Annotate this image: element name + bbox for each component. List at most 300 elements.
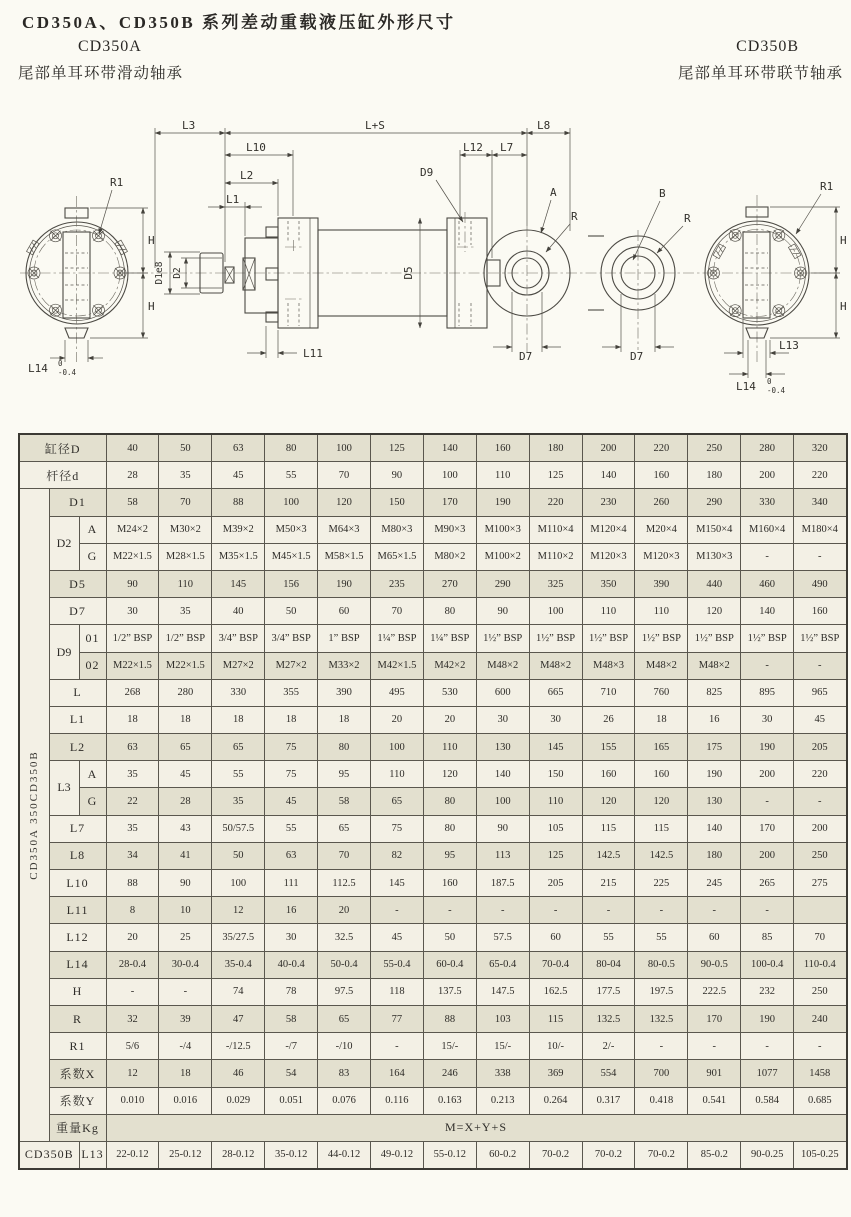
table-cell: 40	[106, 434, 159, 462]
table-cell: M58×1.5	[318, 543, 371, 570]
table-cell: 20	[423, 706, 476, 733]
table-cell: 156	[265, 570, 318, 597]
table-cell: 90	[106, 570, 159, 597]
table-cell: -	[159, 978, 212, 1005]
table-cell: 30	[106, 598, 159, 625]
table-cell: 105	[529, 815, 582, 842]
table-cell: -	[794, 543, 847, 570]
table-cell: 460	[741, 570, 794, 597]
table-cell: 50-0.4	[318, 951, 371, 978]
table-cell: 103	[476, 1005, 529, 1032]
table-cell: 350	[582, 570, 635, 597]
table-cell: 200	[741, 842, 794, 869]
row-label: R1	[49, 1033, 106, 1060]
dim-label-l8: L8	[537, 119, 551, 132]
table-cell: M48×2	[476, 652, 529, 679]
table-cell: -	[476, 897, 529, 924]
table-cell: 82	[370, 842, 423, 869]
table-cell: 1½” BSP	[794, 625, 847, 652]
table-cell: 65	[159, 734, 212, 761]
tolerance-lower: -0.4	[767, 386, 786, 395]
row-label: G	[79, 543, 106, 570]
table-cell: 100	[265, 489, 318, 516]
dim-label-d9: D9	[420, 166, 434, 179]
row-group-label: D9	[49, 625, 79, 679]
table-cell: 105-0.25	[794, 1141, 847, 1169]
table-cell: 45	[212, 462, 265, 489]
table-cell: 246	[423, 1060, 476, 1087]
table-cell: 554	[582, 1060, 635, 1087]
table-cell: 325	[529, 570, 582, 597]
table-cell: 41	[159, 842, 212, 869]
table-cell: 70-0.2	[529, 1141, 582, 1169]
dim-label-d7: D7	[630, 350, 644, 363]
table-cell: 12	[212, 897, 265, 924]
table-row	[19, 1141, 847, 1169]
row-label: L13	[79, 1141, 106, 1169]
table-cell: 10	[159, 897, 212, 924]
table-cell: 1½” BSP	[741, 625, 794, 652]
table-cell: 275	[794, 870, 847, 897]
table-cell: 200	[582, 434, 635, 462]
table-cell: 250	[688, 434, 741, 462]
dim-label-l12: L12	[463, 141, 483, 154]
table-cell: 137.5	[423, 978, 476, 1005]
row-label: A	[79, 516, 106, 543]
table-row	[19, 570, 847, 597]
table-cell: 1½” BSP	[688, 625, 741, 652]
table-cell: 57.5	[476, 924, 529, 951]
table-cell: 88	[212, 489, 265, 516]
table-cell: -	[688, 897, 741, 924]
row-label: 02	[79, 652, 106, 679]
table-cell: M39×2	[212, 516, 265, 543]
table-row	[19, 788, 847, 815]
row-label: D5	[49, 570, 106, 597]
table-cell: 65	[318, 1005, 371, 1032]
table-cell: 160	[794, 598, 847, 625]
table-cell: 1/2” BSP	[106, 625, 159, 652]
table-cell: 130	[688, 788, 741, 815]
dim-label-l-plus-s: L+S	[365, 119, 385, 132]
technical-drawing	[0, 100, 851, 405]
right-model-label: CD350B	[736, 38, 799, 55]
table-cell: 95	[318, 761, 371, 788]
table-cell: 197.5	[635, 978, 688, 1005]
table-cell: 115	[529, 1005, 582, 1032]
table-row	[19, 924, 847, 951]
table-cell: 60	[688, 924, 741, 951]
dim-label-l7: L7	[500, 141, 514, 154]
table-cell: 45	[265, 788, 318, 815]
table-cell: 83	[318, 1060, 371, 1087]
table-cell: 0.685	[794, 1087, 847, 1114]
row-label: D1	[49, 489, 106, 516]
table-cell: 40-0.4	[265, 951, 318, 978]
table-cell: 18	[265, 706, 318, 733]
table-cell: 164	[370, 1060, 423, 1087]
table-cell: 18	[159, 1060, 212, 1087]
table-cell: 205	[794, 734, 847, 761]
table-cell: 160	[635, 761, 688, 788]
table-cell: 220	[794, 761, 847, 788]
table-cell: 760	[635, 679, 688, 706]
table-cell: 80	[423, 788, 476, 815]
table-cell: 63	[212, 434, 265, 462]
table-cell: 160	[476, 434, 529, 462]
table-cell: 0.029	[212, 1087, 265, 1114]
table-cell: 175	[688, 734, 741, 761]
table-cell: M100×2	[476, 543, 529, 570]
table-cell: -	[423, 897, 476, 924]
table-cell: M64×3	[318, 516, 371, 543]
table-cell: 22-0.12	[106, 1141, 159, 1169]
table-cell: 50/57.5	[212, 815, 265, 842]
table-cell: 600	[476, 679, 529, 706]
table-cell: 147.5	[476, 978, 529, 1005]
table-cell: M28×1.5	[159, 543, 212, 570]
table-cell: -/10	[318, 1033, 371, 1060]
table-cell: 140	[741, 598, 794, 625]
table-row	[19, 598, 847, 625]
table-cell: 190	[741, 1005, 794, 1032]
table-cell: 110	[476, 462, 529, 489]
table-cell: 125	[529, 842, 582, 869]
dim-label-b: B	[659, 187, 666, 200]
table-row	[19, 1087, 847, 1114]
table-cell: 32.5	[318, 924, 371, 951]
table-cell: 85	[741, 924, 794, 951]
table-cell: 65	[212, 734, 265, 761]
table-row	[19, 734, 847, 761]
table-cell: 230	[582, 489, 635, 516]
table-cell: 110	[423, 734, 476, 761]
row-label: CD350B	[19, 1141, 79, 1169]
top-dimensions	[155, 119, 570, 268]
table-cell: 60	[529, 924, 582, 951]
table-cell: 16	[688, 706, 741, 733]
table-cell: M22×1.5	[106, 543, 159, 570]
table-cell: 180	[688, 462, 741, 489]
table-cell: M110×2	[529, 543, 582, 570]
table-cell: 0.541	[688, 1087, 741, 1114]
table-cell: 110	[370, 761, 423, 788]
table-cell: 495	[370, 679, 423, 706]
table-cell: 440	[688, 570, 741, 597]
table-cell: 44-0.12	[318, 1141, 371, 1169]
dim-label-h: H	[840, 234, 847, 247]
table-cell: 290	[688, 489, 741, 516]
table-cell: 232	[741, 978, 794, 1005]
table-cell: 97.5	[318, 978, 371, 1005]
table-cell: 280	[741, 434, 794, 462]
table-cell: 20	[106, 924, 159, 951]
table-cell: 55	[212, 761, 265, 788]
dim-label-l11: L11	[303, 347, 323, 360]
table-cell: 120	[423, 761, 476, 788]
table-cell: 58	[106, 489, 159, 516]
table-cell: 145	[212, 570, 265, 597]
table-cell: 100	[370, 734, 423, 761]
table-cell: 54	[265, 1060, 318, 1087]
row-label: 系数Y	[49, 1087, 106, 1114]
table-cell: 140	[582, 462, 635, 489]
table-cell: 80-0.5	[635, 951, 688, 978]
table-cell: 60	[318, 598, 371, 625]
table-cell: 112.5	[318, 870, 371, 897]
table-cell: 160	[582, 761, 635, 788]
table-cell: 268	[106, 679, 159, 706]
table-cell: 55	[582, 924, 635, 951]
table-cell: -	[794, 1033, 847, 1060]
row-label: L1	[49, 706, 106, 733]
table-cell: 25	[159, 924, 212, 951]
row-label: G	[79, 788, 106, 815]
table-cell: -/4	[159, 1033, 212, 1060]
table-cell: 100-0.4	[741, 951, 794, 978]
table-cell: 825	[688, 679, 741, 706]
table-cell: 90-0.5	[688, 951, 741, 978]
table-cell: 177.5	[582, 978, 635, 1005]
table-cell: 895	[741, 679, 794, 706]
row-label: 重量Kg	[49, 1114, 106, 1141]
table-row	[19, 815, 847, 842]
table-row	[19, 897, 847, 924]
table-cell: 142.5	[582, 842, 635, 869]
table-cell: -	[741, 543, 794, 570]
row-label: L10	[49, 870, 106, 897]
table-cell: -	[741, 897, 794, 924]
table-row	[19, 842, 847, 869]
table-cell: 70-0.2	[582, 1141, 635, 1169]
table-cell: 120	[688, 598, 741, 625]
table-cell: M42×2	[423, 652, 476, 679]
table-cell: M48×2	[688, 652, 741, 679]
table-cell: 190	[741, 734, 794, 761]
row-label: L7	[49, 815, 106, 842]
table-cell: 140	[688, 815, 741, 842]
table-cell: 35-0.12	[265, 1141, 318, 1169]
table-cell: 165	[635, 734, 688, 761]
table-cell: 0.116	[370, 1087, 423, 1114]
dim-label-l1: L1	[226, 193, 240, 206]
table-cell: 160	[635, 462, 688, 489]
table-cell: 88	[423, 1005, 476, 1032]
table-cell: 65	[318, 815, 371, 842]
table-cell: -	[370, 1033, 423, 1060]
table-cell: 320	[794, 434, 847, 462]
table-cell: 100	[318, 434, 371, 462]
table-cell: M35×1.5	[212, 543, 265, 570]
series-vertical-label	[19, 489, 49, 1142]
table-cell: 140	[423, 434, 476, 462]
table-cell: 18	[159, 706, 212, 733]
table-cell: 75	[370, 815, 423, 842]
dim-label-a: A	[550, 186, 557, 199]
table-cell: 190	[688, 761, 741, 788]
table-cell: 18	[635, 706, 688, 733]
table-cell: 338	[476, 1060, 529, 1087]
table-cell: 88	[106, 870, 159, 897]
table-cell: 30	[741, 706, 794, 733]
table-cell: 65-0.4	[476, 951, 529, 978]
table-cell: M90×3	[423, 516, 476, 543]
table-cell: M110×4	[529, 516, 582, 543]
table-cell: 35-0.4	[212, 951, 265, 978]
dim-label-l13: L13	[779, 339, 799, 352]
table-cell: M42×1.5	[370, 652, 423, 679]
table-cell: 390	[635, 570, 688, 597]
table-cell: 85-0.2	[688, 1141, 741, 1169]
table-cell: 58	[265, 1005, 318, 1032]
table-cell: 50	[265, 598, 318, 625]
table-cell: 1½” BSP	[635, 625, 688, 652]
dim-label-r: R	[684, 212, 691, 225]
dim-label-d5: D5	[402, 266, 415, 280]
table-cell: 1458	[794, 1060, 847, 1087]
table-cell: 30	[476, 706, 529, 733]
table-cell: 80	[265, 434, 318, 462]
table-row	[19, 489, 847, 516]
table-cell: 70	[159, 489, 212, 516]
table-cell: 270	[423, 570, 476, 597]
table-cell: 78	[265, 978, 318, 1005]
table-cell: 35	[212, 788, 265, 815]
table-row	[19, 1033, 847, 1060]
table-cell: 90	[159, 870, 212, 897]
table-cell: 77	[370, 1005, 423, 1032]
table-cell: 0.051	[265, 1087, 318, 1114]
table-cell: 235	[370, 570, 423, 597]
table-cell: 15/-	[476, 1033, 529, 1060]
table-cell: 222.5	[688, 978, 741, 1005]
table-cell: 265	[741, 870, 794, 897]
table-cell: 215	[582, 870, 635, 897]
table-cell: 0.010	[106, 1087, 159, 1114]
table-cell: 10/-	[529, 1033, 582, 1060]
row-label: D7	[49, 598, 106, 625]
right-model-description: 尾部单耳环带联节轴承	[677, 65, 843, 82]
table-cell: 20	[318, 897, 371, 924]
table-cell: 0.163	[423, 1087, 476, 1114]
row-label: L12	[49, 924, 106, 951]
dim-label-d2: D2	[172, 267, 183, 279]
table-cell: 0.076	[318, 1087, 371, 1114]
table-cell: 28	[159, 788, 212, 815]
left-flange-view	[26, 176, 155, 377]
table-cell: 18	[106, 706, 159, 733]
table-cell: M180×4	[794, 516, 847, 543]
table-row	[19, 1005, 847, 1032]
table-cell: 490	[794, 570, 847, 597]
table-cell: 170	[423, 489, 476, 516]
table-cell: 25-0.12	[159, 1141, 212, 1169]
table-cell: 110	[635, 598, 688, 625]
table-cell: M20×4	[635, 516, 688, 543]
table-cell: 390	[318, 679, 371, 706]
table-cell: 120	[318, 489, 371, 516]
table-cell: 220	[529, 489, 582, 516]
table-cell: M48×2	[529, 652, 582, 679]
table-cell: 200	[741, 761, 794, 788]
table-cell: 700	[635, 1060, 688, 1087]
table-cell: 1¼” BSP	[370, 625, 423, 652]
right-flange-view	[705, 180, 847, 395]
pin-eye-view	[588, 187, 691, 363]
table-cell: 70	[794, 924, 847, 951]
table-cell	[794, 897, 847, 924]
table-row	[19, 978, 847, 1005]
dim-label-l14: L14	[28, 362, 48, 375]
table-cell: 12	[106, 1060, 159, 1087]
table-cell: 1½” BSP	[476, 625, 529, 652]
table-cell: 1077	[741, 1060, 794, 1087]
table-cell: 1¼” BSP	[423, 625, 476, 652]
table-cell: 80	[423, 815, 476, 842]
table-cell: 63	[265, 842, 318, 869]
row-label: R	[49, 1005, 106, 1032]
table-cell: 1½” BSP	[529, 625, 582, 652]
table-cell: 80-04	[582, 951, 635, 978]
table-cell: 0.016	[159, 1087, 212, 1114]
table-cell: 35	[106, 815, 159, 842]
table-cell: 45	[794, 706, 847, 733]
table-cell: 45	[370, 924, 423, 951]
table-cell: 90	[476, 815, 529, 842]
table-cell: 90	[476, 598, 529, 625]
tolerance-upper: 0	[767, 377, 772, 386]
table-cell: 115	[635, 815, 688, 842]
table-cell: 290	[476, 570, 529, 597]
left-model-description: 尾部单耳环带滑动轴承	[18, 65, 184, 82]
tolerance-lower: -0.4	[58, 368, 77, 377]
table-cell: 58	[318, 788, 371, 815]
table-cell: 55	[635, 924, 688, 951]
table-cell: -	[106, 978, 159, 1005]
table-cell: 170	[741, 815, 794, 842]
table-cell: M27×2	[265, 652, 318, 679]
table-cell: 35/27.5	[212, 924, 265, 951]
table-cell: 3/4” BSP	[265, 625, 318, 652]
table-cell: 28-0.12	[212, 1141, 265, 1169]
table-cell: 26	[582, 706, 635, 733]
table-cell: 70	[318, 842, 371, 869]
table-cell: 46	[212, 1060, 265, 1087]
table-cell: 120	[635, 788, 688, 815]
table-cell: 340	[794, 489, 847, 516]
table-cell: 5/6	[106, 1033, 159, 1060]
table-cell: 110-0.4	[794, 951, 847, 978]
table-cell: M22×1.5	[106, 652, 159, 679]
table-cell: 155	[582, 734, 635, 761]
table-row	[19, 1114, 847, 1141]
table-cell: 187.5	[476, 870, 529, 897]
table-cell: 35	[106, 761, 159, 788]
table-cell: 22	[106, 788, 159, 815]
table-cell: 965	[794, 679, 847, 706]
table-cell: M33×2	[318, 652, 371, 679]
table-cell: M50×3	[265, 516, 318, 543]
table-cell: M48×3	[582, 652, 635, 679]
table-cell: 2/-	[582, 1033, 635, 1060]
row-label: 系数X	[49, 1060, 106, 1087]
table-cell: 111	[265, 870, 318, 897]
table-cell: -	[635, 1033, 688, 1060]
table-cell: 55-0.4	[370, 951, 423, 978]
row-label: L	[49, 679, 106, 706]
table-cell: 0.317	[582, 1087, 635, 1114]
table-cell: -	[794, 652, 847, 679]
